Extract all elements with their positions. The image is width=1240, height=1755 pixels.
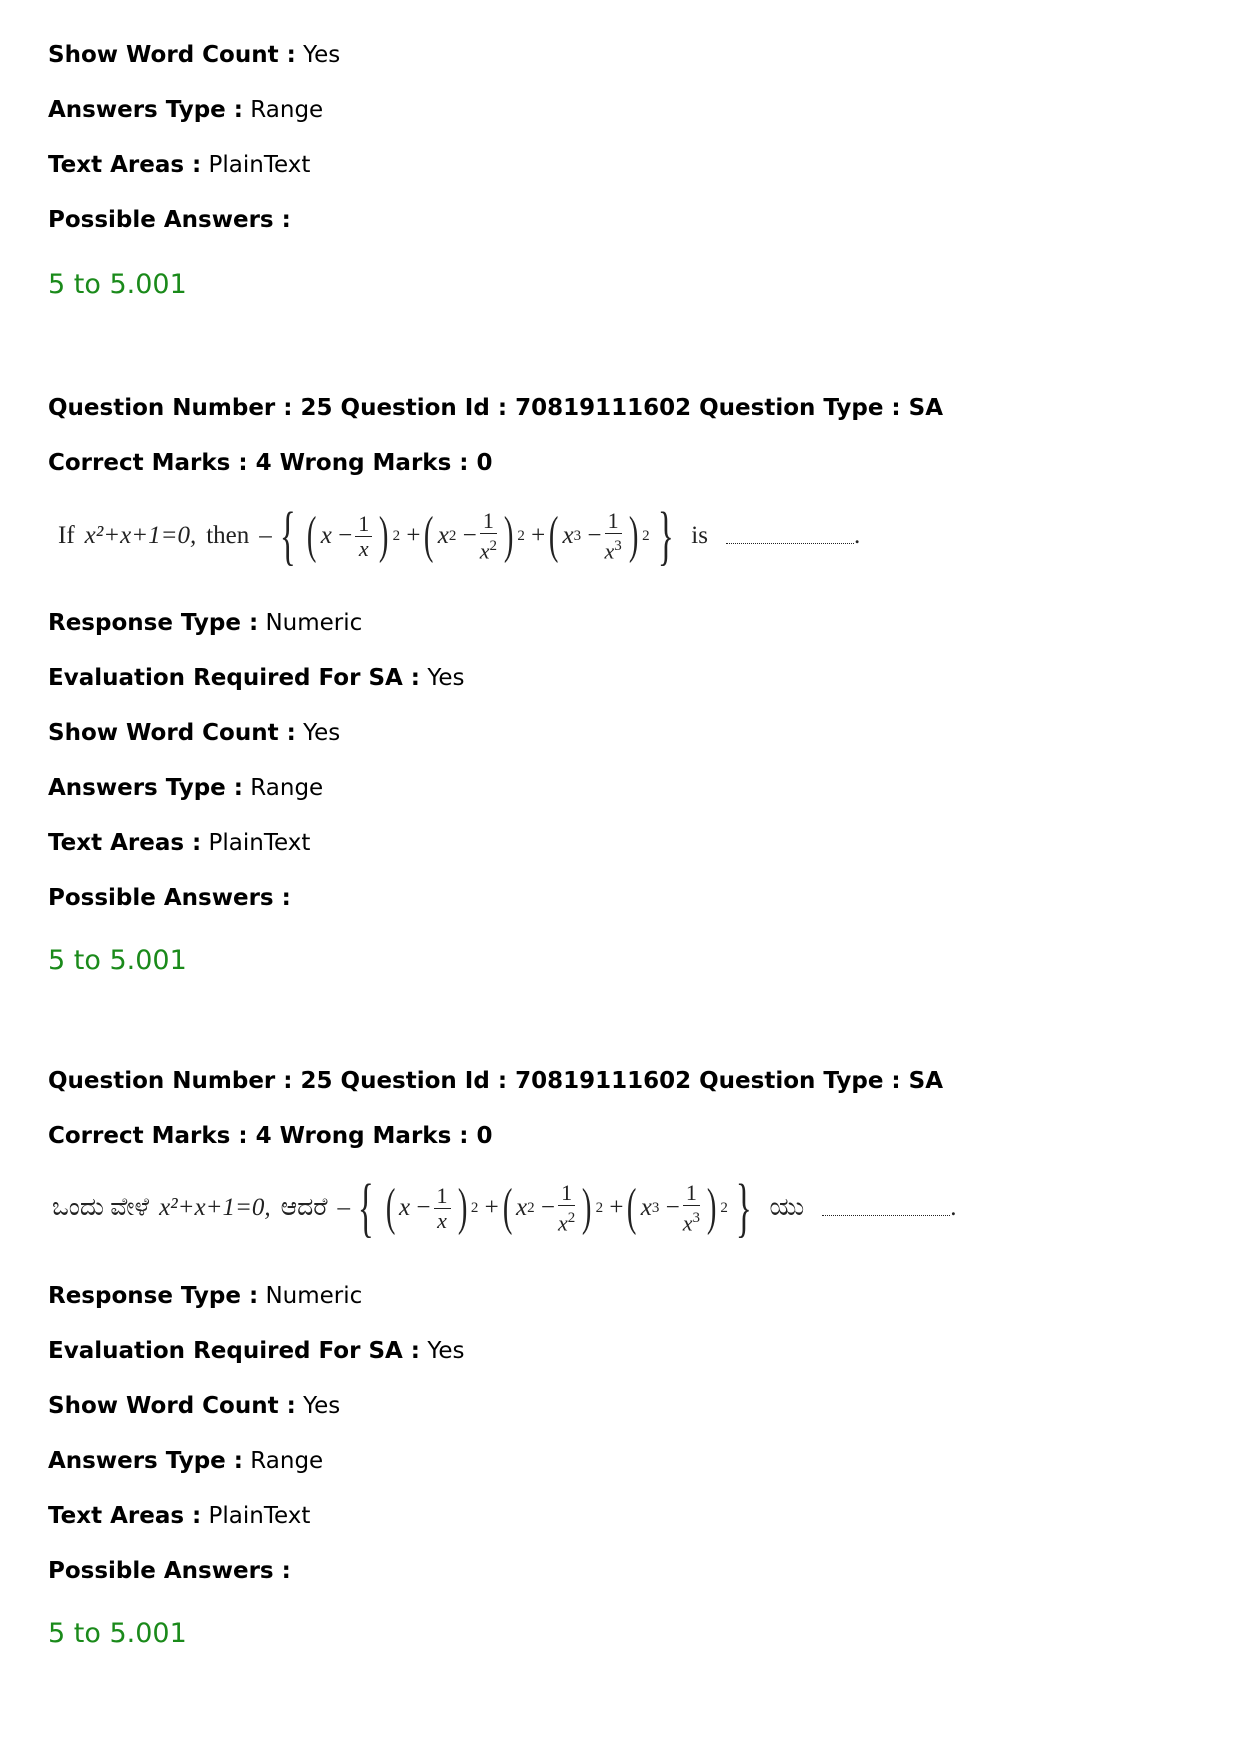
question-stem-image: If x²+x+1=0, then – { ( x − $\frac{1}{x}$ ) 2 + ( x 2 − $\frac{1}{x^2}$ ) 2 + ( x 3 − $\frac{1}{x^3}$ ) 2 } is . bbox=[58, 499, 861, 572]
field-value: Numeric bbox=[265, 1283, 363, 1309]
wrong-marks: 0 bbox=[476, 1123, 493, 1149]
question-type: SA bbox=[908, 1068, 944, 1094]
evaluation-required-row bbox=[48, 1336, 464, 1366]
field-label: Show Word Count : bbox=[48, 1393, 296, 1419]
show-word-count-row bbox=[48, 1391, 340, 1421]
stem-connector: then bbox=[206, 522, 250, 549]
question-id: 70819111602 bbox=[515, 1068, 692, 1094]
question-stem-image: ಒಂದು ವೇಳೆ x²+x+1=0, ಆದರೆ – { ( x − $\frac{1}{x}$ ) 2 + ( x 2 − $\frac{1}{x^2}$ ) 2 + ( x 3 − $\frac{1}{x^3}$ ) 2 } ಯು . bbox=[52, 1171, 957, 1244]
possible-answers-row bbox=[48, 205, 291, 235]
marks-row bbox=[48, 448, 493, 478]
field-label: Question Type : bbox=[699, 1068, 901, 1094]
marks-row bbox=[48, 1121, 493, 1151]
stem-condition: x²+x+1=0, bbox=[159, 1194, 271, 1221]
question-type: SA bbox=[908, 395, 944, 421]
show-word-count-row bbox=[48, 40, 340, 70]
field-value: Range bbox=[250, 775, 324, 801]
field-label: Question Id : bbox=[340, 395, 508, 421]
stem-connector: ಆದರೆ bbox=[280, 1194, 328, 1221]
field-label: Text Areas : bbox=[48, 830, 202, 856]
stem-suffix: is bbox=[691, 522, 708, 549]
evaluation-required-row bbox=[48, 663, 464, 693]
possible-answers-row bbox=[48, 1556, 291, 1586]
answers-type-row bbox=[48, 95, 323, 125]
field-value: Range bbox=[250, 1448, 324, 1474]
field-label: Text Areas : bbox=[48, 152, 202, 178]
field-label: Correct Marks : bbox=[48, 1123, 248, 1149]
text-areas-row bbox=[48, 1501, 310, 1531]
possible-answer-value: 5 to 5.001 bbox=[48, 1618, 187, 1649]
text-areas-row bbox=[48, 150, 310, 180]
correct-marks: 4 bbox=[255, 450, 272, 476]
response-type-row bbox=[48, 1281, 362, 1311]
field-value: PlainText bbox=[208, 152, 311, 178]
question-header bbox=[48, 1066, 943, 1096]
field-label: Answers Type : bbox=[48, 775, 243, 801]
field-label: Possible Answers : bbox=[48, 1558, 291, 1584]
stem-prefix: If bbox=[58, 522, 75, 549]
field-label: Text Areas : bbox=[48, 1503, 202, 1529]
field-label: Possible Answers : bbox=[48, 207, 291, 233]
stem-suffix: ಯು bbox=[769, 1194, 805, 1221]
possible-answer-value: 5 to 5.001 bbox=[48, 269, 187, 300]
field-label: Possible Answers : bbox=[48, 885, 291, 911]
field-label: Evaluation Required For SA : bbox=[48, 665, 421, 691]
field-label: Show Word Count : bbox=[48, 42, 296, 68]
field-label: Show Word Count : bbox=[48, 720, 296, 746]
field-label: Question Number : bbox=[48, 1068, 293, 1094]
field-label: Response Type : bbox=[48, 1283, 259, 1309]
field-label: Question Type : bbox=[699, 395, 901, 421]
field-value: Yes bbox=[303, 720, 341, 746]
field-label: Wrong Marks : bbox=[279, 1123, 469, 1149]
field-value: Yes bbox=[427, 1338, 465, 1364]
field-value: Yes bbox=[303, 42, 341, 68]
question-header bbox=[48, 393, 943, 423]
field-value: Yes bbox=[303, 1393, 341, 1419]
answers-type-row bbox=[48, 773, 323, 803]
response-type-row bbox=[48, 608, 362, 638]
field-label: Correct Marks : bbox=[48, 450, 248, 476]
field-label: Question Number : bbox=[48, 395, 293, 421]
field-label: Answers Type : bbox=[48, 1448, 243, 1474]
field-value: Numeric bbox=[265, 610, 363, 636]
show-word-count-row bbox=[48, 718, 340, 748]
text-areas-row bbox=[48, 828, 310, 858]
question-number: 25 bbox=[300, 1068, 333, 1094]
field-value: Yes bbox=[427, 665, 465, 691]
field-value: PlainText bbox=[208, 1503, 311, 1529]
field-label: Evaluation Required For SA : bbox=[48, 1338, 421, 1364]
question-id: 70819111602 bbox=[515, 395, 692, 421]
correct-marks: 4 bbox=[255, 1123, 272, 1149]
field-label: Wrong Marks : bbox=[279, 450, 469, 476]
possible-answers-row bbox=[48, 883, 291, 913]
field-label: Question Id : bbox=[340, 1068, 508, 1094]
field-label: Response Type : bbox=[48, 610, 259, 636]
answer-blank bbox=[822, 1201, 950, 1216]
wrong-marks: 0 bbox=[476, 450, 493, 476]
question-number: 25 bbox=[300, 395, 333, 421]
field-label: Answers Type : bbox=[48, 97, 243, 123]
answer-blank bbox=[726, 529, 854, 544]
field-value: PlainText bbox=[208, 830, 311, 856]
possible-answer-value: 5 to 5.001 bbox=[48, 945, 187, 976]
stem-condition: x²+x+1=0, bbox=[84, 522, 197, 549]
field-value: Range bbox=[250, 97, 324, 123]
stem-prefix: ಒಂದು ವೇಳೆ bbox=[52, 1194, 150, 1221]
answers-type-row bbox=[48, 1446, 323, 1476]
